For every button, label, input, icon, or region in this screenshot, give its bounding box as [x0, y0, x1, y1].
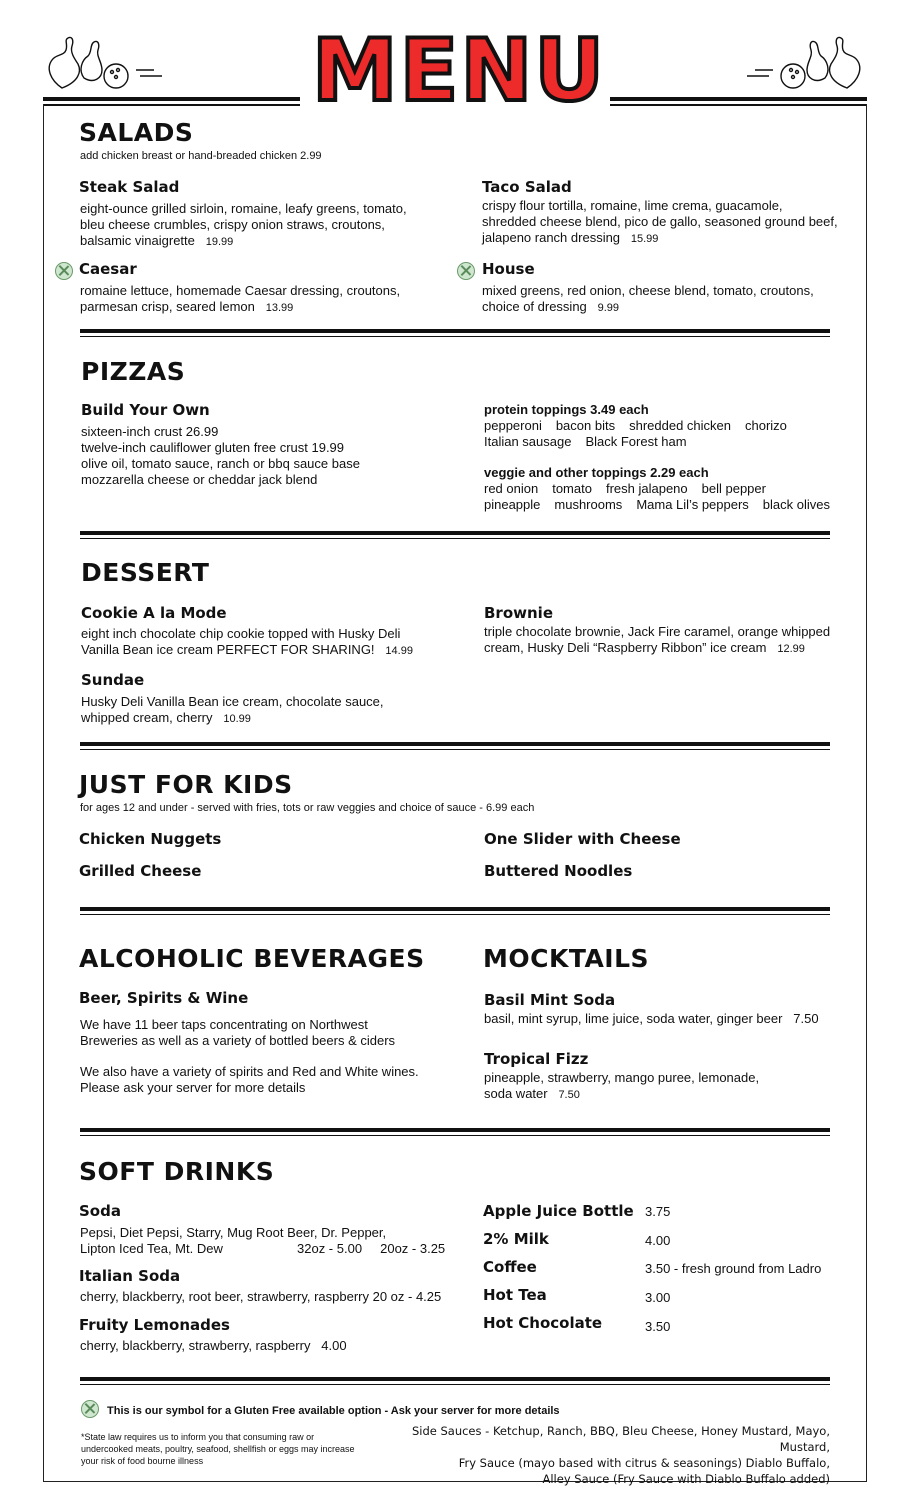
section-title-pizzas: PIZZAS	[81, 357, 186, 386]
item-name: Caesar	[79, 260, 137, 278]
page-title: MENU	[312, 21, 607, 121]
drink-price: 3.50 - fresh ground from Ladro	[645, 1261, 822, 1276]
alcohol-description: We also have a variety of spirits and Red and White wines. Please ask your server for more details	[80, 1064, 419, 1095]
item-name: Soda	[79, 1202, 121, 1220]
item-price: 7.50	[793, 1011, 819, 1026]
item-price: 10.99	[223, 713, 251, 725]
item-name: Basil Mint Soda	[484, 991, 616, 1009]
item-name: Tropical Fizz	[484, 1050, 589, 1068]
drink-price: 4.00	[645, 1233, 671, 1248]
item-price: 9.99	[597, 302, 620, 314]
kids-item: Chicken Nuggets	[79, 830, 222, 848]
item-price: 14.99	[385, 645, 413, 657]
header-line-right	[610, 97, 867, 101]
item-description: pineapple, strawberry, mango puree, lemonade, soda water 7.50	[484, 1070, 760, 1101]
section-divider	[80, 742, 830, 750]
gluten-free-icon	[457, 262, 475, 280]
drink-name: Hot Chocolate	[483, 1314, 603, 1332]
veggie-toppings: veggie and other toppings 2.29 each red onion tomato fresh jalapeno bell pepper pineapple mushrooms Mama Lil’s peppers black olives	[484, 465, 830, 512]
item-name: Taco Salad	[482, 178, 572, 196]
protein-toppings: protein toppings 3.49 each pepperoni bacon bits shredded chicken chorizo Italian sausage Black Forest ham	[484, 402, 787, 449]
item-description: sixteen-inch crust 26.99 twelve-inch cauliflower gluten free crust 19.99 olive oil, tomato sauce, ranch or bbq sauce base mozzarella cheese or cheddar jack blend	[81, 424, 360, 487]
item-price: 19.99	[205, 236, 234, 248]
item-name: House	[482, 260, 535, 278]
section-divider	[80, 1128, 830, 1136]
drink-name: 2% Milk	[483, 1230, 549, 1248]
section-divider	[80, 531, 830, 539]
gluten-free-icon	[81, 1400, 99, 1418]
food-safety-notice: *State law requires us to inform you that consuming raw or undercooked meats, poultry, seafood, shellfish or eggs may increase your risk of food bourne illness	[81, 1432, 355, 1466]
drink-price: 3.75	[645, 1204, 671, 1219]
drink-price: 3.00	[645, 1290, 671, 1305]
kids-item: One Slider with Cheese	[484, 830, 681, 848]
item-description: cherry, blackberry, strawberry, raspberry 4.00	[80, 1338, 347, 1353]
gluten-free-icon	[55, 262, 73, 280]
item-price: 4.00	[321, 1338, 347, 1353]
item-description: basil, mint syrup, lime juice, soda water, ginger beer 7.50	[484, 1011, 819, 1026]
drink-price: 3.50	[645, 1319, 671, 1334]
item-description: Pepsi, Diet Pepsi, Starry, Mug Root Beer, Dr. Pepper, Lipton Iced Tea, Mt. Dew 32oz - 5.00 20oz - 3.25	[80, 1225, 446, 1256]
item-name: Cookie A la Mode	[81, 604, 227, 622]
bowling-pins-icon	[745, 30, 865, 92]
item-name: Build Your Own	[81, 401, 210, 419]
item-description: eight inch chocolate chip cookie topped with Husky Deli Vanilla Bean ice cream PERFECT FOR SHARING! 14.99	[81, 626, 413, 657]
alcohol-description: We have 11 beer taps concentrating on Northwest Breweries as well as a variety of bottled beers & ciders	[80, 1017, 396, 1048]
item-description: triple chocolate brownie, Jack Fire caramel, orange whipped cream, Husky Deli “Raspberry Ribbon” ice cream 12.99	[484, 624, 831, 655]
drink-name: Hot Tea	[483, 1286, 547, 1304]
item-description: cherry, blackberry, root beer, strawberry, raspberry 20 oz - 4.25	[80, 1289, 442, 1304]
item-name: Beer, Spirits & Wine	[79, 989, 249, 1007]
kids-note: for ages 12 and under - served with fries, tots or raw veggies and choice of sauce - 6.99 each	[80, 802, 535, 814]
item-price: 7.50	[558, 1089, 580, 1101]
item-price: 13.99	[265, 302, 294, 314]
item-name: Italian Soda	[79, 1267, 181, 1285]
section-title-salads: SALADS	[79, 118, 194, 147]
item-name: Sundae	[81, 671, 145, 689]
header-line-left	[43, 97, 300, 101]
section-title-alcohol: ALCOHOLIC BEVERAGES	[79, 944, 425, 973]
item-name: Steak Salad	[79, 178, 180, 196]
item-description: crispy flour tortilla, romaine, lime crema, guacamole, shredded cheese blend, pico de gallo, seasoned ground beef, jalapeno ranch dressing 15.99	[482, 198, 838, 245]
section-divider	[80, 907, 830, 915]
drink-name: Apple Juice Bottle	[483, 1202, 634, 1220]
item-description: romaine lettuce, homemade Caesar dressing, croutons, parmesan crisp, seared lemon 13.99	[80, 283, 401, 314]
salads-note: add chicken breast or hand-breaded chicken 2.99	[80, 150, 322, 162]
section-title-mocktails: MOCKTAILS	[483, 944, 650, 973]
item-price: 12.99	[777, 643, 805, 655]
side-sauces: Side Sauces - Ketchup, Ranch, BBQ, Bleu Cheese, Honey Mustard, Mayo, Mustard, Fry Sauce (mayo based with citrus & seasonings) Diablo Buffalo, Alley Sauce (Fry Sauce with Diablo Buffalo added)	[411, 1424, 830, 1486]
item-price: 32oz - 5.00 20oz - 3.25	[297, 1241, 446, 1256]
item-description: eight-ounce grilled sirloin, romaine, leafy greens, tomato, bleu cheese crumbles, crispy onion straws, croutons, balsamic vinaigrette 19.99	[80, 201, 407, 248]
section-title-dessert: DESSERT	[81, 558, 210, 587]
bowling-pins-icon	[44, 30, 164, 92]
section-divider	[80, 1377, 830, 1385]
item-description: Husky Deli Vanilla Bean ice cream, chocolate sauce, whipped cream, cherry 10.99	[81, 694, 384, 725]
section-divider	[80, 329, 830, 337]
kids-item: Buttered Noodles	[484, 862, 633, 880]
section-title-kids: JUST FOR KIDS	[79, 770, 293, 799]
drink-name: Coffee	[483, 1258, 537, 1276]
item-price: 15.99	[630, 233, 659, 245]
section-title-soft-drinks: SOFT DRINKS	[79, 1157, 275, 1186]
item-name: Fruity Lemonades	[79, 1316, 230, 1334]
item-description: mixed greens, red onion, cheese blend, tomato, croutons, choice of dressing 9.99	[482, 283, 814, 314]
item-name: Brownie	[484, 604, 553, 622]
kids-item: Grilled Cheese	[79, 862, 202, 880]
gluten-free-note: This is our symbol for a Gluten Free available option - Ask your server for more details	[107, 1405, 560, 1417]
